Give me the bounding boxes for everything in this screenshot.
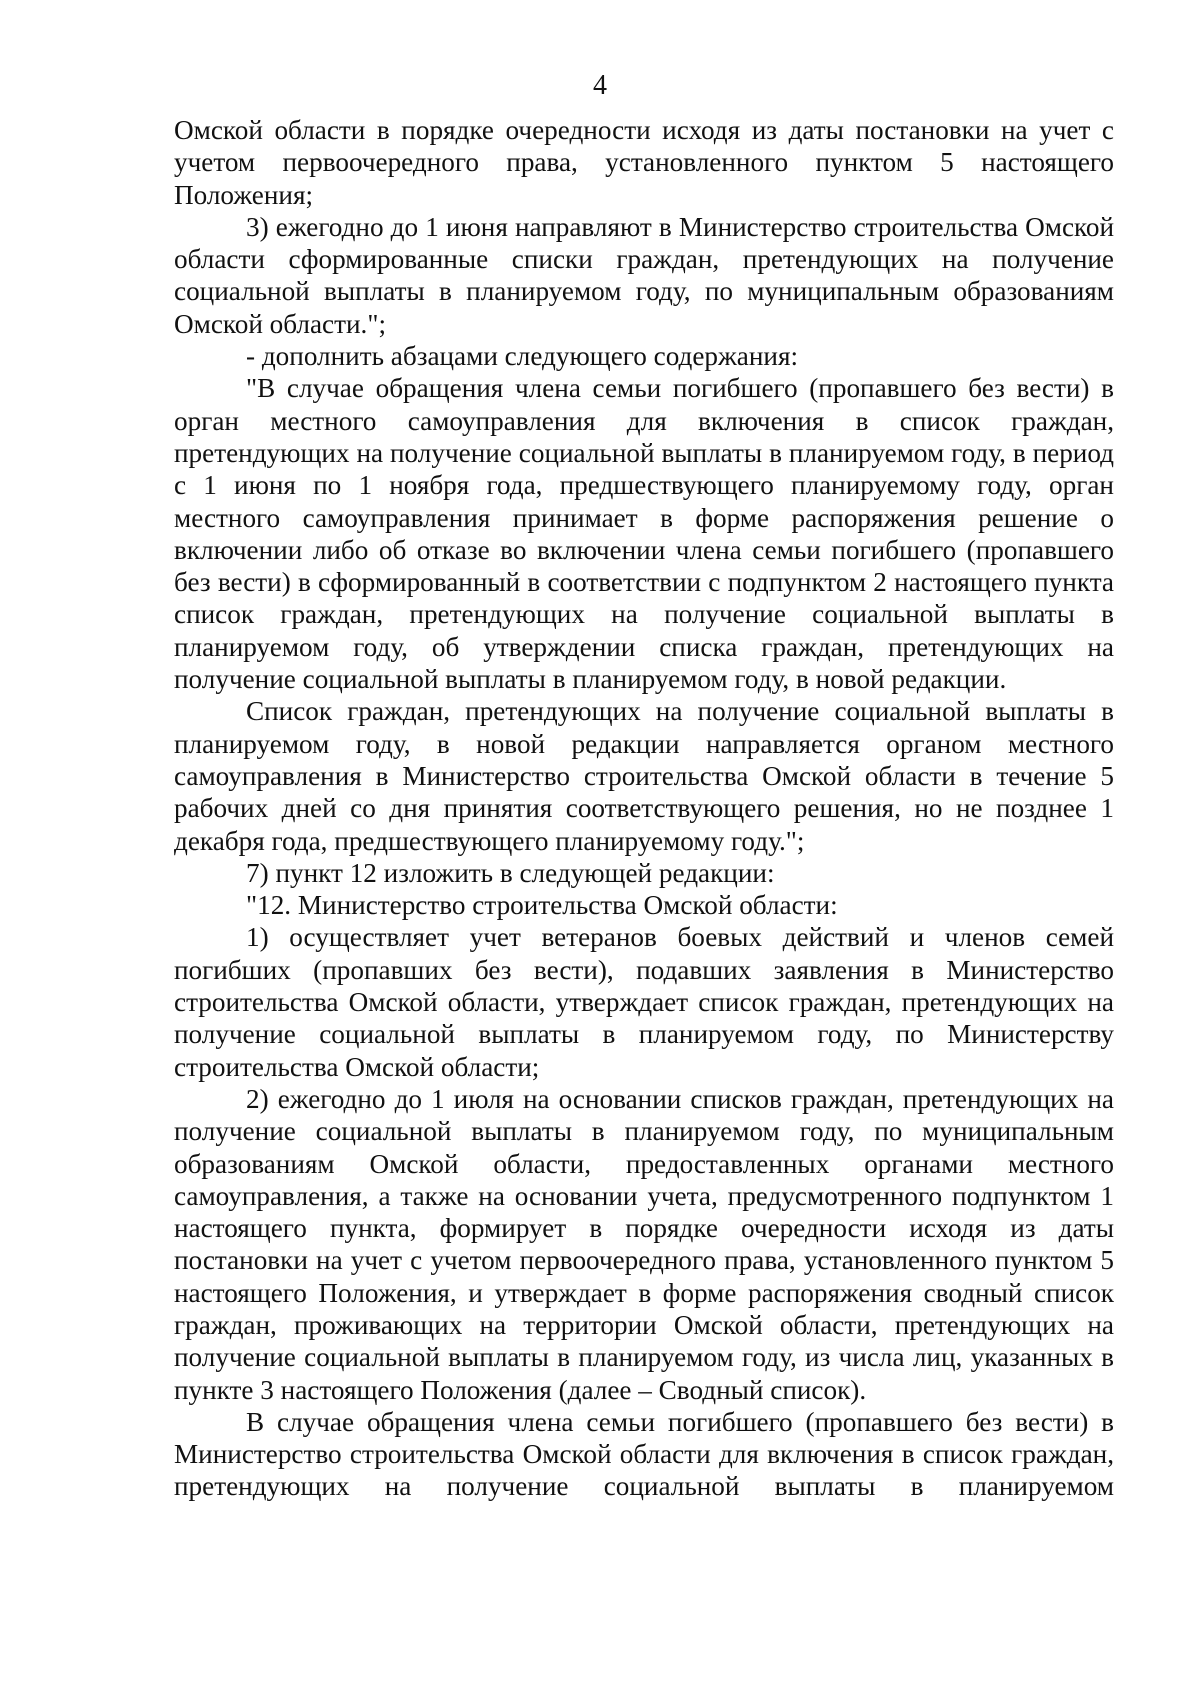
paragraph: "В случае обращения члена семьи погибшего (пропавшего без вести) в орган местного самоуправления для включения в список граждан, претендующих на получение социальной выплаты в планируемом году, в период с 1 июня по 1 ноября года, предшествующего планируемому году, орган местного самоуправления принимает в форме распоряжения решение о включении либо об отказе во включении члена семьи погибшего (пропавшего без вести) в сформированный в соответствии с подпунктом 2 настоящего пункта список граждан, претендующих на получение социальной выплаты в планируемом году, об утверждении списка граждан, претендующих на получение социальной выплаты в планируемом году, в новой редакции. [174, 373, 1114, 695]
paragraph: 3) ежегодно до 1 июня направляют в Министерство строительства Омской области сформированные списки граждан, претендующих на получение социальной выплаты в планируемом году, по муниципальным образованиям Омской области."; [174, 211, 1114, 339]
paragraph: Список граждан, претендующих на получение социальной выплаты в планируемом году, в новой редакции направляется органом местного самоуправления в Министерство строительства Омской области в течение 5 рабочих дней со дня принятия соответствующего решения, но не позднее 1 декабря года, предшествующего планируемому году."; [174, 696, 1114, 856]
page-number: 4 [593, 70, 607, 101]
paragraph: 1) осуществляет учет ветеранов боевых действий и членов семей погибших (пропавших без вести), подавших заявления в Министерство строительства Омской области, утверждает список граждан, претендующих на получение социальной выплаты в планируемом году, по Министерству строительства Омской области; [174, 922, 1114, 1082]
paragraph: "12. Министерство строительства Омской области: [246, 890, 838, 921]
paragraph: Омской области в порядке очередности исходя из даты постановки на учет с учетом первоочередного права, установленного пунктом 5 настоящего Положения; [174, 115, 1114, 210]
paragraph: 7) пункт 12 изложить в следующей редакции: [246, 857, 775, 888]
paragraph: - дополнить абзацами следующего содержания: [246, 341, 799, 372]
paragraph: В случае обращения члена семьи погибшего (пропавшего без вести) в Министерство строительства Омской области для включения в список граждан, претендующих на получение социальной выплаты в планируемом [174, 1406, 1114, 1502]
document-body [174, 114, 1114, 1503]
paragraph: 2) ежегодно до 1 июля на основании списков граждан, претендующих на получение социальной выплаты в планируемом году, по муниципальным образованиям Омской области, предоставленных органами местного самоуправления, а также на основании учета, предусмотренного подпунктом 1 настоящего пункта, формирует в порядке очередности исходя из даты постановки на учет с учетом первоочередного права, установленного пунктом 5 настоящего Положения, и утверждает в форме распоряжения сводный список граждан, проживающих на территории Омской области, претендующих на получение социальной выплаты в планируемом году, из числа лиц, указанных в пункте 3 настоящего Положения (далее – Сводный список). [174, 1083, 1114, 1405]
